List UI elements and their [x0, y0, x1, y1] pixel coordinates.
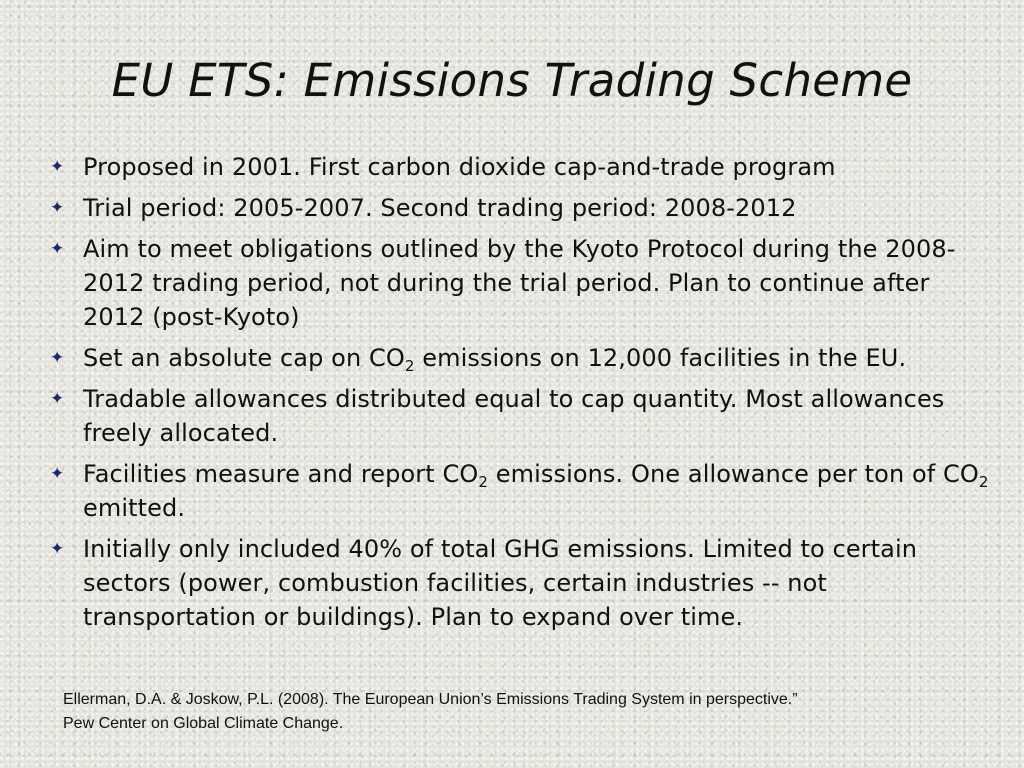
bullet-text [83, 235, 955, 331]
bullet-text-segment: Tradable allowances distributed equal to cap quantity. Most allowances freely allocated. [83, 385, 945, 447]
bullet-text-segment: emissions on 12,000 facilities in the EU. [414, 344, 907, 372]
bullet-text-segment: Trial period: 2005-2007. Second trading period: 2008-2012 [83, 194, 797, 222]
four-point-star-bullet-icon: ✦ [50, 239, 65, 259]
bullet-text-segment: Proposed in 2001. First carbon dioxide cap-and-trade program [83, 153, 836, 181]
bullet-item [42, 457, 992, 525]
bullet-text-segment: Set an absolute cap on CO [83, 344, 405, 372]
bullet-text-segment: Initially only included 40% of total GHG emissions. Limited to certain sectors (power, combustion facilities, certain industries -- not transportation or buildings). Plan to expand over time. [83, 535, 918, 631]
bullet-text [83, 535, 917, 631]
bullet-text-segment: emissions. One allowance per ton of CO [488, 460, 979, 488]
bullet-text-segment: Facilities measure and report CO [83, 460, 479, 488]
four-point-star-bullet-icon: ✦ [50, 198, 65, 218]
subscript: 2 [404, 357, 415, 375]
four-point-star-bullet-icon: ✦ [50, 464, 65, 484]
four-point-star-bullet-icon: ✦ [50, 389, 65, 409]
subscript: 2 [978, 473, 989, 491]
bullet-item [42, 382, 992, 450]
bullet-item [42, 150, 992, 184]
bullet-item [42, 341, 992, 375]
bullet-text-segment: Aim to meet obligations outlined by the Kyoto Protocol during the 2008-2012 trading period, not during the trial period. Plan to continue after 2012 (post-Kyoto) [83, 235, 956, 331]
bullet-text [83, 344, 907, 375]
bullet-text-segment: emitted. [83, 494, 186, 522]
bullet-text [83, 194, 797, 222]
bullet-item [42, 232, 992, 334]
bullet-text [83, 385, 944, 447]
bullet-list [42, 150, 992, 641]
citation: Ellerman, D.A. & Joskow, P.L. (2008). The European Union’s Emissions Trading System in perspective.” Pew Center on Global Climate Change. [63, 691, 798, 732]
four-point-star-bullet-icon: ✦ [50, 348, 65, 368]
bullet-item [42, 532, 992, 634]
slide-title: EU ETS: Emissions Trading Scheme [111, 54, 913, 107]
subscript: 2 [478, 473, 489, 491]
bullet-text [83, 460, 989, 522]
four-point-star-bullet-icon: ✦ [50, 157, 65, 177]
bullet-item [42, 191, 992, 225]
bullet-text [83, 153, 836, 181]
four-point-star-bullet-icon: ✦ [50, 539, 65, 559]
